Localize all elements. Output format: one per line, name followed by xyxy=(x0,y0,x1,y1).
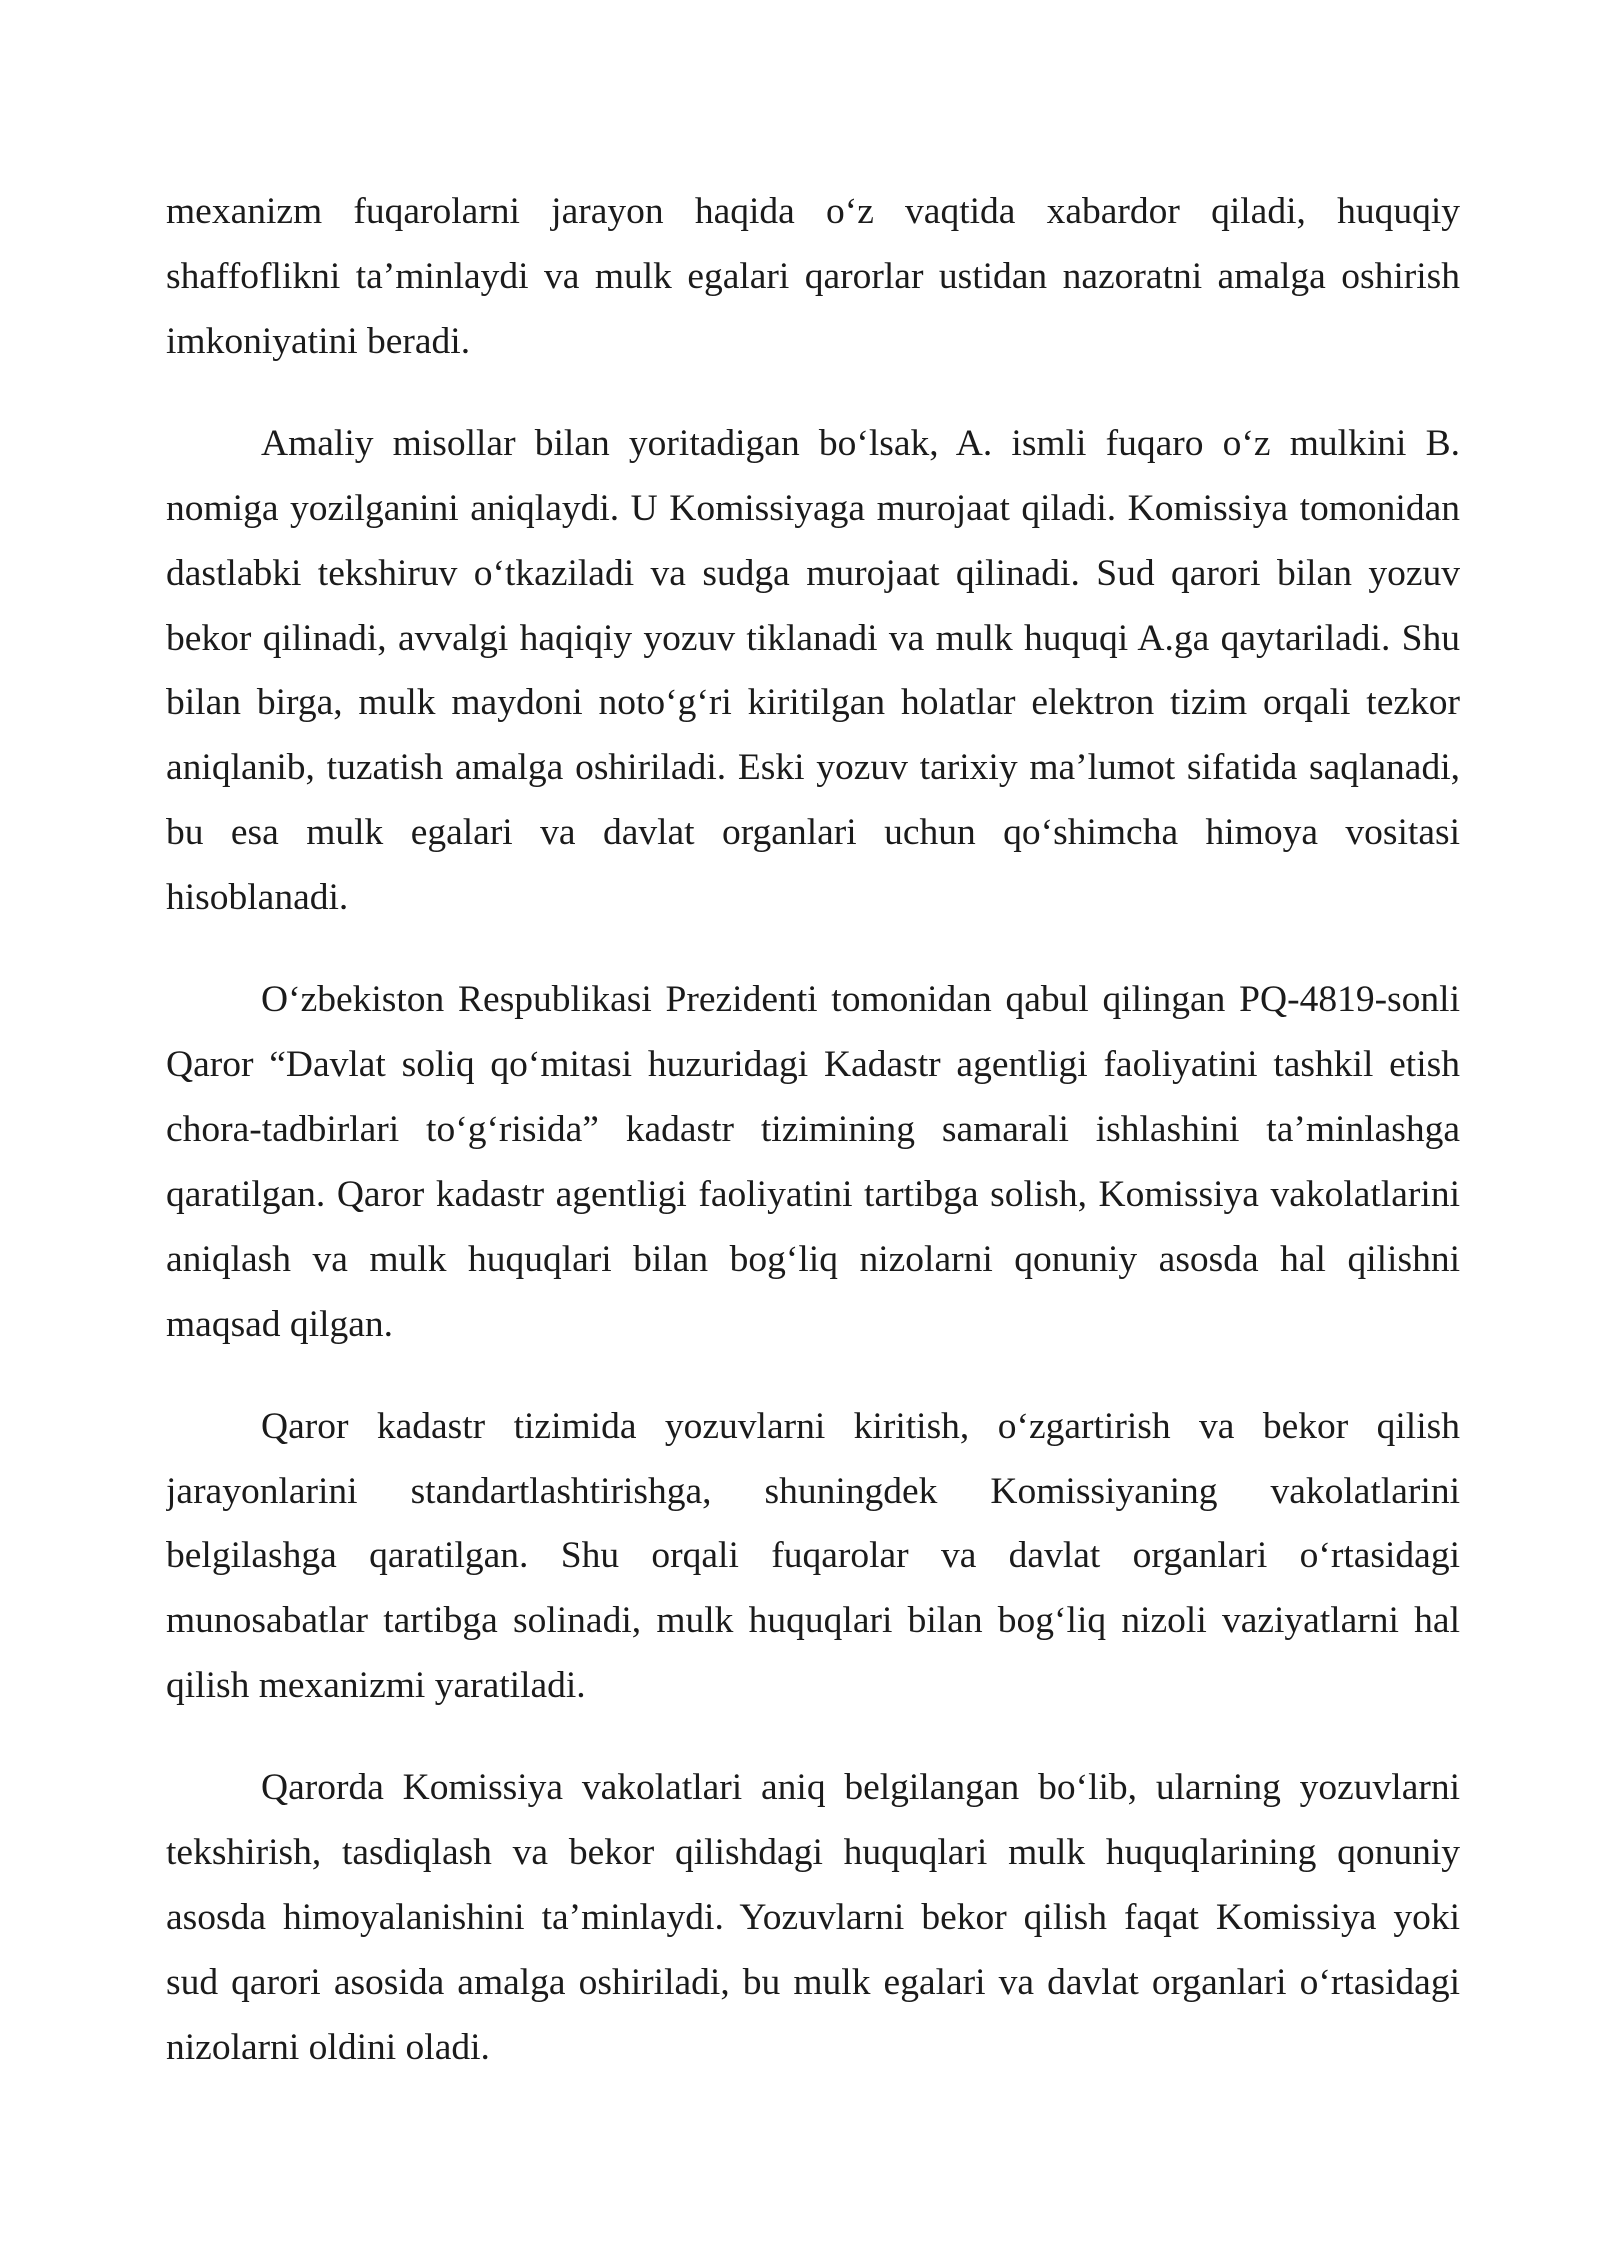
paragraph xyxy=(166,968,1460,1357)
text-line: bilan birga, mulk maydoni noto‘g‘ri kiritilgan holatlar elektron tizim orqali tezkor xyxy=(166,682,1460,724)
text-line: maqsad qilgan. xyxy=(166,1303,394,1345)
text-line: munosabatlar tartibga solinadi, mulk huquqlari bilan bog‘liq nizoli vaziyatlarni hal xyxy=(166,1600,1460,1642)
paragraph xyxy=(166,412,1460,931)
text-line: shaffoflikni ta’minlaydi va mulk egalari qarorlar ustidan nazoratni amalga oshirish xyxy=(166,255,1460,297)
text-line: belgilashga qaratilgan. Shu orqali fuqarolar va davlat organlari o‘rtasidagi xyxy=(166,1535,1460,1577)
paragraph xyxy=(166,180,1460,375)
text-line: aniqlash va mulk huquqlari bilan bog‘liq nizolarni qonuniy asosda hal qilishni xyxy=(166,1238,1460,1280)
document-body xyxy=(166,180,1460,2081)
text-line: hisoblanadi. xyxy=(166,877,349,919)
text-line: asosda himoyalanishini ta’minlaydi. Yozuvlarni bekor qilish faqat Komissiya yoki xyxy=(166,1897,1460,1939)
text-line: nomiga yozilganini aniqlaydi. U Komissiyaga murojaat qiladi. Komissiya tomonidan xyxy=(166,487,1460,529)
text-line: Qaror “Davlat soliq qo‘mitasi huzuridagi Kadastr agentligi faoliyatini tashkil etish xyxy=(166,1044,1460,1086)
paragraph xyxy=(166,1756,1460,2080)
text-line: qilish mexanizmi yaratiladi. xyxy=(166,1665,586,1707)
text-line: O‘zbekiston Respublikasi Prezidenti tomonidan qabul qilingan PQ-4819-sonli xyxy=(261,979,1460,1021)
text-line: sud qarori asosida amalga oshiriladi, bu mulk egalari va davlat organlari o‘rtasidagi xyxy=(166,1962,1460,2004)
text-line: qaratilgan. Qaror kadastr agentligi faoliyatini tartibga solish, Komissiya vakolatlarini xyxy=(166,1173,1460,1215)
text-line: aniqlanib, tuzatish amalga oshiriladi. Eski yozuv tarixiy ma’lumot sifatida saqlanadi, xyxy=(166,747,1460,789)
text-line: Qarorda Komissiya vakolatlari aniq belgilangan bo‘lib, ularning yozuvlarni xyxy=(261,1767,1460,1809)
text-line: dastlabki tekshiruv o‘tkaziladi va sudga murojaat qilinadi. Sud qarori bilan yozuv xyxy=(166,552,1460,594)
text-line: imkoniyatini beradi. xyxy=(166,320,471,362)
text-line: Amaliy misollar bilan yoritadigan bo‘lsak, A. ismli fuqaro o‘z mulkini B. xyxy=(261,422,1460,464)
paragraph xyxy=(166,1395,1460,1719)
text-line: jarayonlarini standartlashtirishga, shuningdek Komissiyaning vakolatlarini xyxy=(166,1470,1460,1512)
text-line: nizolarni oldini oladi. xyxy=(166,2026,490,2068)
text-line: tekshirish, tasdiqlash va bekor qilishdagi huquqlari mulk huquqlarining qonuniy xyxy=(166,1832,1460,1874)
text-line: Qaror kadastr tizimida yozuvlarni kiritish, o‘zgartirish va bekor qilish xyxy=(261,1405,1460,1447)
text-line: bu esa mulk egalari va davlat organlari uchun qo‘shimcha himoya vositasi xyxy=(166,812,1460,854)
text-line: bekor qilinadi, avvalgi haqiqiy yozuv tiklanadi va mulk huquqi A.ga qaytariladi. Shu xyxy=(166,617,1460,659)
text-line: chora-tadbirlari to‘g‘risida” kadastr tizimining samarali ishlashini ta’minlashga xyxy=(166,1108,1460,1150)
text-line: mexanizm fuqarolarni jarayon haqida o‘z vaqtida xabardor qiladi, huquqiy xyxy=(166,191,1460,232)
